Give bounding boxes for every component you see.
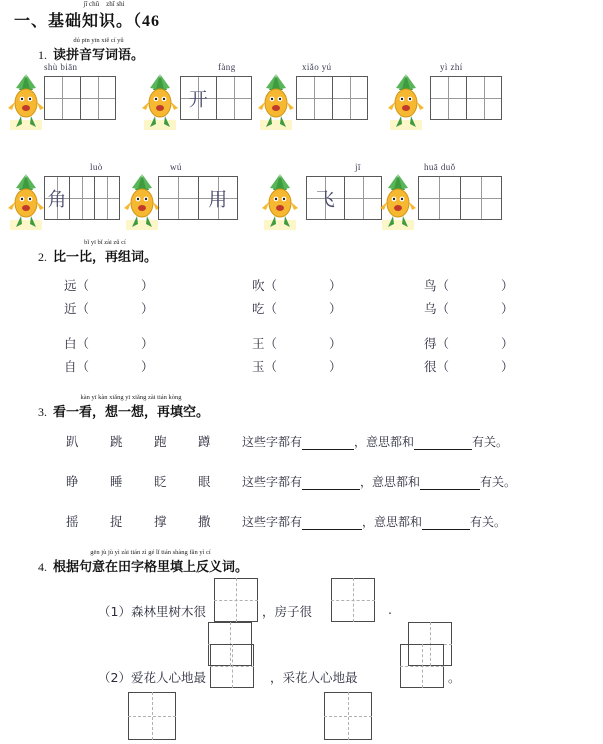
pinyin-label-6: jī xyxy=(355,162,361,172)
question-3-heading xyxy=(38,394,210,420)
fill-sentence-c: 有关。 xyxy=(480,475,517,489)
q4-sentence-1-part2: ，采花人心地最 xyxy=(270,670,358,685)
question-3-pinyin: kàn yī kàn xiǎng yī xiǎng zài tián kòng xyxy=(80,394,182,401)
fill-sentence-c: 有关。 xyxy=(470,515,507,529)
fill-row-0 xyxy=(66,432,508,450)
question-2-text: 比一比，再组词。 xyxy=(53,249,158,264)
question-1-heading xyxy=(38,37,145,63)
compare-char: 吹 xyxy=(252,278,265,293)
page-title-main-ruby xyxy=(48,0,161,31)
grid-cell[interactable] xyxy=(461,177,502,219)
fill-char: 眨 xyxy=(154,474,167,489)
grid-cell[interactable] xyxy=(181,77,217,119)
fill-char: 跑 xyxy=(154,434,167,449)
close-paren: ） xyxy=(141,360,154,374)
fill-blank[interactable] xyxy=(302,517,362,530)
question-2-pinyin: bǐ yī bǐ zài zǔ cí xyxy=(84,239,126,246)
compare-char: 乌 xyxy=(424,301,437,316)
mascot-icon-1 xyxy=(140,72,180,130)
fill-sentence-a: 这些字都有 xyxy=(242,515,303,529)
open-paren: （ xyxy=(264,279,278,293)
page-title-text: 基础知识。（46 xyxy=(48,13,161,30)
compare-word-1-top[interactable] xyxy=(252,276,342,294)
compare-word-4-top[interactable] xyxy=(252,334,342,352)
writing-grid-0[interactable] xyxy=(44,76,116,120)
close-paren: ） xyxy=(329,279,342,293)
compare-word-1-bottom[interactable] xyxy=(252,299,342,317)
fill-blank[interactable] xyxy=(414,437,472,450)
compare-char: 鸟 xyxy=(424,278,437,293)
open-paren: （ xyxy=(76,279,90,293)
question-1-pinyin: dú pīn yīn xiě cí yǔ xyxy=(73,37,124,44)
page-title-prefix: 一、 xyxy=(14,13,49,30)
grid-cell[interactable] xyxy=(217,77,252,119)
close-paren: ） xyxy=(141,302,154,316)
pinyin-label-4: luò xyxy=(90,162,103,172)
compare-char: 吃 xyxy=(252,301,265,316)
fill-blank[interactable] xyxy=(302,437,354,450)
question-4-number: 4. xyxy=(38,560,47,574)
grid-cell[interactable] xyxy=(297,77,333,119)
fill-char: 眼 xyxy=(198,474,211,489)
mascot-icon-3 xyxy=(386,72,426,130)
open-paren: （ xyxy=(264,337,278,351)
writing-grid-1[interactable] xyxy=(180,76,252,120)
fill-sentence-b: ，意思都和 xyxy=(362,515,423,529)
open-paren: （ xyxy=(76,360,90,374)
compare-word-3-bottom[interactable] xyxy=(64,357,154,375)
close-paren: ） xyxy=(329,302,342,316)
grid-cell[interactable] xyxy=(95,177,119,219)
grid-glyph: 开 xyxy=(188,88,208,111)
compare-char: 远 xyxy=(64,278,77,293)
open-paren: （ xyxy=(436,337,450,351)
question-2-heading xyxy=(38,239,158,265)
grid-cell[interactable] xyxy=(45,77,81,119)
question-3-number: 3. xyxy=(38,405,47,419)
fill-row-1 xyxy=(66,472,516,490)
grid-glyph: 用 xyxy=(208,188,228,211)
fill-sentence-a: 这些字都有 xyxy=(242,475,303,489)
pinyin-label-3: yì zhí xyxy=(440,62,463,72)
grid-cell[interactable] xyxy=(467,77,502,119)
grid-cell[interactable] xyxy=(345,177,382,219)
page-title xyxy=(14,0,161,31)
compare-word-5-bottom[interactable] xyxy=(424,357,514,375)
compare-word-5-top[interactable] xyxy=(424,334,514,352)
mascot-icon-4 xyxy=(6,172,46,230)
question-4-heading xyxy=(38,549,249,575)
tianzige-box-0[interactable] xyxy=(214,578,258,622)
fill-char: 摇 xyxy=(66,514,79,529)
mascot-icon-2 xyxy=(256,72,296,130)
q4-sentence-0-part3: . xyxy=(388,602,392,617)
writing-grid-6[interactable] xyxy=(306,176,382,220)
fill-sentence-c: 有关。 xyxy=(472,435,509,449)
question-2-number: 2. xyxy=(38,250,47,264)
open-paren: （ xyxy=(436,360,450,374)
q4-sentence-0-part1 xyxy=(98,602,206,620)
grid-cell[interactable] xyxy=(45,177,70,219)
question-3-text: 看一看，想一想，再填空。 xyxy=(53,404,210,419)
grid-cell[interactable] xyxy=(419,177,461,219)
open-paren: （ xyxy=(436,302,450,316)
compare-char: 得 xyxy=(424,336,437,351)
compare-word-3-top[interactable] xyxy=(64,334,154,352)
grid-cell[interactable] xyxy=(333,77,368,119)
fill-sentence-a: 这些字都有 xyxy=(242,435,303,449)
writing-grid-5[interactable] xyxy=(158,176,238,220)
compare-char: 王 xyxy=(252,336,265,351)
open-paren: （ xyxy=(264,302,278,316)
close-paren: ） xyxy=(501,302,514,316)
q4-text: 森林里树木很 xyxy=(130,604,206,619)
grid-cell[interactable] xyxy=(199,177,238,219)
pinyin-label-0: shù biān xyxy=(44,62,78,72)
fill-char: 蹲 xyxy=(198,434,211,449)
writing-grid-2[interactable] xyxy=(296,76,368,120)
grid-glyph: 飞 xyxy=(315,188,335,211)
fill-sentence-b: ，意思都和 xyxy=(360,475,421,489)
q4-sentence-1-part3: 。 xyxy=(448,670,461,685)
close-paren: ） xyxy=(141,337,154,351)
close-paren: ） xyxy=(501,337,514,351)
open-paren: （ xyxy=(76,337,90,351)
tianzige-box-4[interactable] xyxy=(210,644,254,688)
close-paren: ） xyxy=(501,279,514,293)
tianzige-box-5[interactable] xyxy=(400,644,444,688)
mascot-icon-7 xyxy=(378,172,418,230)
compare-char: 近 xyxy=(64,301,77,316)
pinyin-label-5: wú xyxy=(170,162,182,172)
compare-word-0-bottom[interactable] xyxy=(64,299,154,317)
grid-cell[interactable] xyxy=(431,77,467,119)
close-paren: ） xyxy=(329,360,342,374)
q4-label: （1） xyxy=(98,604,131,619)
fill-char: 撑 xyxy=(154,514,167,529)
mascot-icon-6 xyxy=(260,172,300,230)
grid-cell[interactable] xyxy=(70,177,95,219)
pinyin-label-2: xiǎo yú xyxy=(302,62,332,72)
q4-sentence-0-part2: ，房子很 xyxy=(262,604,313,619)
open-paren: （ xyxy=(436,279,450,293)
fill-char: 趴 xyxy=(66,434,79,449)
writing-grid-4[interactable] xyxy=(44,176,120,220)
mascot-icon-5 xyxy=(122,172,162,230)
close-paren: ） xyxy=(501,360,514,374)
compare-word-4-bottom[interactable] xyxy=(252,357,342,375)
fill-char: 睡 xyxy=(110,474,123,489)
question-4-pinyin: gēn jù jù yì zài tián zì gé lǐ tián shàng fǎn yì cí xyxy=(90,549,211,556)
tianzige-box-1[interactable] xyxy=(331,578,375,622)
pinyin-label-1: fàng xyxy=(218,62,236,72)
fill-char: 睁 xyxy=(66,474,79,489)
question-1-text: 读拼音写词语。 xyxy=(53,47,145,62)
question-3-ruby xyxy=(53,394,210,420)
open-paren: （ xyxy=(76,302,90,316)
tianzige-box-6[interactable] xyxy=(128,692,176,740)
q4-sentence-1-part1 xyxy=(98,668,206,686)
fill-sentence-b: ，意思都和 xyxy=(354,435,415,449)
fill-char: 撒 xyxy=(198,514,211,529)
fill-char: 跳 xyxy=(110,434,123,449)
grid-cell[interactable] xyxy=(307,177,345,219)
writing-grid-3[interactable] xyxy=(430,76,502,120)
compare-char: 很 xyxy=(424,359,437,374)
compare-word-2-bottom[interactable] xyxy=(424,299,514,317)
question-4-ruby xyxy=(53,549,249,575)
compare-char: 玉 xyxy=(252,359,265,374)
fill-blank[interactable] xyxy=(302,477,360,490)
mascot-icon-0 xyxy=(6,72,46,130)
compare-char: 自 xyxy=(64,359,77,374)
tianzige-box-7[interactable] xyxy=(324,692,372,740)
q4-label: （2） xyxy=(98,670,131,685)
close-paren: ） xyxy=(141,279,154,293)
fill-char: 捉 xyxy=(110,514,123,529)
compare-word-2-top[interactable] xyxy=(424,276,514,294)
open-paren: （ xyxy=(264,360,278,374)
fill-blank[interactable] xyxy=(422,517,470,530)
question-2-ruby xyxy=(53,239,158,265)
grid-glyph: 角 xyxy=(47,188,67,211)
q4-text: 爱花人心地最 xyxy=(130,670,206,685)
grid-cell[interactable] xyxy=(159,177,199,219)
fill-row-2 xyxy=(66,512,506,530)
fill-blank[interactable] xyxy=(420,477,480,490)
question-4-text: 根据句意在田字格里填上反义词。 xyxy=(53,559,249,574)
compare-word-0-top[interactable] xyxy=(64,276,154,294)
question-1-number: 1. xyxy=(38,48,47,62)
writing-grid-7[interactable] xyxy=(418,176,502,220)
close-paren: ） xyxy=(329,337,342,351)
pinyin-label-7: huā duǒ xyxy=(424,162,456,172)
page-title-pinyin: jī chǔ zhī shi xyxy=(83,0,125,8)
question-1-ruby xyxy=(53,37,145,63)
compare-char: 白 xyxy=(64,336,77,351)
grid-cell[interactable] xyxy=(81,77,116,119)
